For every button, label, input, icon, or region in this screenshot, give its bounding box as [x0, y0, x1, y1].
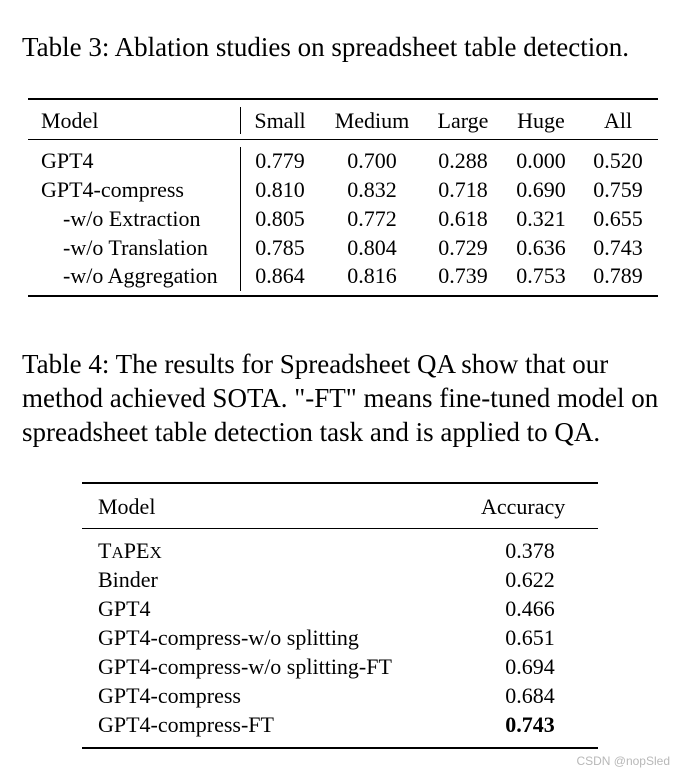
table3-cell: 0.810 — [255, 177, 305, 202]
table3-cell: 0.739 — [438, 263, 488, 288]
table4-cell-accuracy: 0.694 — [505, 654, 555, 679]
table3-cell: 0.832 — [347, 177, 397, 202]
table3-header-rule — [28, 139, 658, 140]
table4-cell-accuracy: 0.651 — [505, 625, 555, 650]
table4-row-model: TAPEX — [98, 538, 162, 563]
table3-cell: 0.000 — [516, 148, 566, 173]
table3-cell: 0.718 — [438, 177, 488, 202]
table3-row-model: -w/o Translation — [63, 235, 208, 260]
table4-cell-accuracy: 0.684 — [505, 683, 555, 708]
table3-cell: 0.804 — [347, 235, 397, 260]
table3-cell: 0.753 — [516, 263, 566, 288]
table4-row-model: GPT4 — [98, 596, 151, 621]
table3-cell: 0.288 — [438, 148, 488, 173]
table3-row-model: -w/o Aggregation — [63, 263, 218, 288]
table3-cell: 0.618 — [438, 206, 488, 231]
table4-row-model: GPT4-compress — [98, 683, 241, 708]
table3-cell: 0.655 — [593, 206, 643, 231]
table3-cell: 0.321 — [516, 206, 566, 231]
table3-cell: 0.700 — [347, 148, 397, 173]
table3-cell: 0.805 — [255, 206, 305, 231]
table3-column-separator — [240, 147, 241, 291]
watermark: CSDN @nopSled — [576, 754, 670, 768]
table3-header-huge: Huge — [517, 108, 565, 133]
table3-header-small: Small — [254, 108, 306, 133]
table3-cell: 0.864 — [255, 263, 305, 288]
table4-row-model: GPT4-compress-w/o splitting-FT — [98, 654, 392, 679]
table3-top-rule — [28, 98, 658, 100]
table3-row-model: GPT4-compress — [41, 177, 184, 202]
table3-cell: 0.520 — [593, 148, 643, 173]
table3-header-model: Model — [41, 108, 99, 133]
table3-cell: 0.772 — [347, 206, 397, 231]
table4-header-rule — [82, 528, 598, 529]
table3-caption: Table 3: Ablation studies on spreadsheet table detection. — [22, 32, 629, 62]
table3-header-medium: Medium — [334, 108, 410, 133]
table4-cell-accuracy: 0.466 — [505, 596, 555, 621]
table3-cell: 0.789 — [593, 263, 643, 288]
table3-header-large: Large — [437, 108, 489, 133]
table3-cell: 0.743 — [593, 235, 643, 260]
table4-header-model: Model — [98, 494, 156, 519]
table4-cell-accuracy: 0.622 — [505, 567, 555, 592]
table3-cell: 0.636 — [516, 235, 566, 260]
table3-column-separator — [240, 107, 241, 134]
table3-bottom-rule — [28, 295, 658, 297]
table3-cell: 0.759 — [593, 177, 643, 202]
table4-row-model: GPT4-compress-FT — [98, 712, 274, 737]
table4-row-model: GPT4-compress-w/o splitting — [98, 625, 359, 650]
table4-caption: Table 4: The results for Spreadsheet QA show that our method achieved SOTA. "-FT" means fine-tuned model on spreadsheet table detection task and is applied to QA. — [22, 349, 659, 447]
table3-cell: 0.779 — [255, 148, 305, 173]
table3-header-all: All — [603, 108, 633, 133]
table3-cell: 0.816 — [347, 263, 397, 288]
table4-row-model: Binder — [98, 567, 158, 592]
table4-bottom-rule — [82, 747, 598, 749]
table4-header-accuracy: Accuracy — [481, 494, 566, 519]
table3-cell: 0.785 — [255, 235, 305, 260]
table4-cell-accuracy-best: 0.743 — [505, 712, 555, 737]
table3-cell: 0.690 — [516, 177, 566, 202]
table3-row-model: GPT4 — [41, 148, 94, 173]
table4-cell-accuracy: 0.378 — [505, 538, 555, 563]
table3-cell: 0.729 — [438, 235, 488, 260]
table4-top-rule — [82, 482, 598, 484]
table3-row-model: -w/o Extraction — [63, 206, 201, 231]
